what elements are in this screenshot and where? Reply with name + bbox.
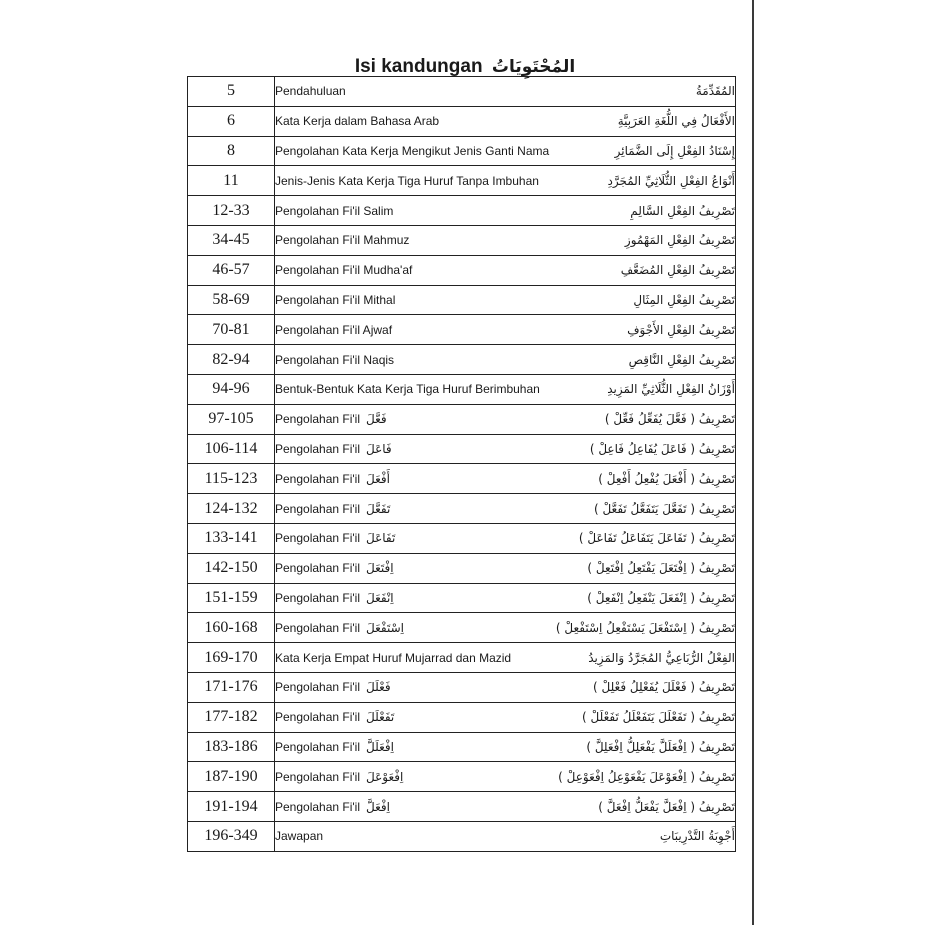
entry-verb-form: اِنْفَعَلَ: [366, 590, 394, 605]
entry-malay-text: Pengolahan Fi'il: [275, 561, 361, 576]
table-row: [188, 464, 736, 494]
table-row: [188, 77, 736, 107]
entry-malay-text: Pengolahan Fi'il: [275, 501, 361, 516]
table-row: [188, 762, 736, 792]
entry-malay-text: Pengolahan Fi'il Mithal: [275, 292, 396, 307]
entry-malay-text: Pengolahan Fi'il Mahmuz: [275, 233, 410, 248]
page-number: 106-114: [188, 434, 275, 464]
entry-verb-form: فَعَّلَ: [366, 412, 387, 427]
entry-malay: [275, 293, 395, 307]
table-row: [188, 196, 736, 226]
entry-malay-text: Pengolahan Fi'il: [275, 620, 361, 635]
page-number: 196-349: [188, 821, 275, 851]
entry-malay: [275, 531, 395, 545]
entry-malay: [275, 144, 549, 158]
entry-cell: [275, 464, 736, 494]
entry-malay-text: Kata Kerja Empat Huruf Mujarrad dan Mazid: [275, 650, 512, 665]
entry-malay-text: Pengolahan Fi'il Ajwaf: [275, 322, 393, 337]
page-number: 115-123: [188, 464, 275, 494]
entry-content: [275, 144, 735, 158]
table-row: [188, 285, 736, 315]
table-row: [188, 553, 736, 583]
page-number: 97-105: [188, 404, 275, 434]
title-malay: Isi kandungan: [354, 56, 483, 77]
entry-malay-text: Bentuk-Bentuk Kata Kerja Tiga Huruf Berimbuhan: [275, 382, 540, 397]
entry-verb-form: اِفْتَعَلَ: [366, 561, 394, 576]
entry-content: [275, 502, 735, 516]
entry-malay: [275, 114, 439, 128]
page-number: 11: [188, 166, 275, 196]
entry-malay-text: Pengolahan Fi'il: [275, 680, 361, 695]
page-number: 169-170: [188, 643, 275, 673]
table-of-contents: [187, 76, 736, 852]
page-number: 58-69: [188, 285, 275, 315]
entry-arabic: تَصْرِيفُ ( فَعْلَلَ يُفَعْلِلُ فَعْلِلْ ): [593, 680, 735, 695]
entry-cell: [275, 553, 736, 583]
entry-malay-text: Pendahuluan: [275, 84, 346, 99]
page-title: [300, 56, 630, 78]
entry-cell: [275, 225, 736, 255]
page-number: 34-45: [188, 225, 275, 255]
entry-malay: [275, 770, 403, 784]
entry-malay: [275, 382, 540, 396]
entry-content: [275, 323, 735, 337]
table-row: [188, 166, 736, 196]
entry-content: [275, 412, 735, 426]
entry-cell: [275, 374, 736, 404]
entry-malay-text: Kata Kerja dalam Bahasa Arab: [275, 114, 440, 129]
entry-cell: [275, 77, 736, 107]
page-number: 160-168: [188, 613, 275, 643]
page-number: 5: [188, 77, 275, 107]
page-number: 171-176: [188, 672, 275, 702]
entry-arabic: تَصْرِيفُ ( اِفْعَوْعَلَ يَفْعَوْعِلُ اِفْعَوْعِلْ ): [558, 769, 735, 784]
entry-verb-form: اِسْتَفْعَلَ: [366, 620, 404, 635]
entry-content: [275, 174, 735, 188]
entry-arabic: الفِعْلُ الرُّبَاعِيُّ المُجَرَّدُ وَالمَزِيدُ: [588, 650, 735, 665]
entry-malay: [275, 233, 409, 247]
entry-content: [275, 710, 735, 724]
entry-content: [275, 233, 735, 247]
table-row: [188, 672, 736, 702]
toc-body: [188, 77, 736, 852]
page-number: 183-186: [188, 732, 275, 762]
entry-arabic: أَجْوِبَةُ التَّدْرِيبَاتِ: [659, 829, 735, 844]
entry-arabic: إِسْنَادُ الفِعْلِ إِلَى الضَّمَائِرِ: [614, 143, 735, 158]
page-number: 8: [188, 136, 275, 166]
title-arabic: المُحْتَوِيَاتُ: [491, 57, 576, 77]
entry-verb-form: تَفَاعَلَ: [366, 531, 396, 546]
entry-malay: [275, 829, 323, 843]
entry-malay: [275, 442, 392, 456]
entry-cell: [275, 106, 736, 136]
entry-cell: [275, 613, 736, 643]
entry-cell: [275, 494, 736, 524]
entry-content: [275, 114, 735, 128]
table-row: [188, 702, 736, 732]
entry-content: [275, 621, 735, 635]
entry-malay-text: Pengolahan Fi'il: [275, 590, 361, 605]
entry-malay-text: Pengolahan Fi'il: [275, 471, 361, 486]
page-number: 124-132: [188, 494, 275, 524]
entry-content: [275, 84, 735, 98]
entry-arabic: أَوْزَانُ الفِعْلِ الثُّلَاثِيِّ المَزِيدِ: [607, 382, 735, 397]
entry-malay-text: Pengolahan Kata Kerja Mengikut Jenis Ganti Nama: [275, 143, 550, 158]
entry-arabic: تَصْرِيفُ ( اِسْتَفْعَلَ يَسْتَفْعِلُ اِسْتَفْعِلْ ): [555, 620, 735, 635]
entry-content: [275, 680, 735, 694]
page-number: 82-94: [188, 345, 275, 375]
entry-content: [275, 740, 735, 754]
entry-malay-text: Pengolahan Fi'il: [275, 531, 361, 546]
page-number: 46-57: [188, 255, 275, 285]
entry-verb-form: فَعْلَلَ: [366, 680, 391, 695]
page-number: 12-33: [188, 196, 275, 226]
entry-verb-form: اِفْعَوْعَلَ: [366, 769, 404, 784]
table-row: [188, 434, 736, 464]
table-row: [188, 583, 736, 613]
entry-malay-text: Pengolahan Fi'il: [275, 799, 361, 814]
page-number: 6: [188, 106, 275, 136]
entry-malay-text: Pengolahan Fi'il Mudha'af: [275, 263, 413, 278]
table-row: [188, 643, 736, 673]
entry-cell: [275, 792, 736, 822]
entry-malay-text: Pengolahan Fi'il: [275, 412, 361, 427]
entry-malay-text: Pengolahan Fi'il: [275, 739, 361, 754]
entry-cell: [275, 166, 736, 196]
entry-malay-text: Jawapan: [275, 829, 324, 844]
page-number: 133-141: [188, 523, 275, 553]
entry-malay-text: Pengolahan Fi'il: [275, 769, 361, 784]
table-row: [188, 732, 736, 762]
entry-content: [275, 442, 735, 456]
entry-content: [275, 770, 735, 784]
table-row: [188, 404, 736, 434]
table-row: [188, 523, 736, 553]
entry-malay: [275, 502, 390, 516]
table-row: [188, 613, 736, 643]
entry-arabic: تَصْرِيفُ ( اِنْفَعَلَ يَنْفَعِلُ اِنْفَعِلْ ): [587, 590, 735, 605]
entry-malay: [275, 710, 394, 724]
entry-cell: [275, 702, 736, 732]
page-number: 191-194: [188, 792, 275, 822]
entry-malay: [275, 412, 387, 426]
table-row: [188, 315, 736, 345]
entry-arabic: تَصْرِيفُ ( اِفْتَعَلَ يَفْتَعِلُ اِفْتَعِلْ ): [587, 561, 735, 576]
entry-arabic: تَصْرِيفُ ( تَفَاعَلَ يَتَفَاعَلُ تَفَاعَلْ ): [578, 531, 735, 546]
entry-content: [275, 800, 735, 814]
entry-malay: [275, 800, 390, 814]
entry-cell: [275, 821, 736, 851]
entry-arabic: أَنْوَاعُ الفِعْلِ الثُّلَاثِيِّ المُجَرَّدِ: [607, 173, 735, 188]
entry-cell: [275, 732, 736, 762]
entry-content: [275, 472, 735, 486]
entry-arabic: تَصْرِيفُ ( فَعَّلَ يُفَعِّلُ فَعِّلْ ): [604, 412, 735, 427]
entry-cell: [275, 672, 736, 702]
entry-malay: [275, 323, 392, 337]
entry-verb-form: اِفْعَلَلَّ: [366, 739, 394, 754]
entry-arabic: تَصْرِيفُ الفِعْلِ المُضَعَّفِ: [620, 263, 735, 278]
entry-content: [275, 651, 735, 665]
entry-content: [275, 263, 735, 277]
entry-cell: [275, 136, 736, 166]
entry-content: [275, 293, 735, 307]
entry-cell: [275, 583, 736, 613]
entry-malay: [275, 472, 390, 486]
entry-content: [275, 829, 735, 843]
entry-malay: [275, 263, 412, 277]
page-number: 151-159: [188, 583, 275, 613]
entry-arabic: تَصْرِيفُ الفِعْلِ الأَجْوَفِ: [627, 322, 735, 337]
entry-malay-text: Pengolahan Fi'il Salim: [275, 203, 394, 218]
entry-malay: [275, 174, 539, 188]
entry-content: [275, 531, 735, 545]
entry-malay: [275, 204, 393, 218]
page-number: 70-81: [188, 315, 275, 345]
entry-arabic: تَصْرِيفُ ( تَفَعَّلَ يَتَفَعَّلُ تَفَعَّلْ ): [593, 501, 735, 516]
entry-malay-text: Pengolahan Fi'il: [275, 710, 361, 725]
entry-malay-text: Pengolahan Fi'il: [275, 441, 361, 456]
entry-cell: [275, 345, 736, 375]
entry-arabic: تَصْرِيفُ الفِعْلِ السَّالِمِ: [630, 203, 735, 218]
entry-malay: [275, 740, 394, 754]
table-row: [188, 494, 736, 524]
entry-arabic: تَصْرِيفُ الفِعْلِ النَّاقِصِ: [628, 352, 735, 367]
entry-arabic: المُقَدِّمَةُ: [695, 84, 735, 99]
entry-verb-form: أَفْعَلَ: [366, 471, 390, 486]
entry-content: [275, 204, 735, 218]
entry-cell: [275, 315, 736, 345]
table-row: [188, 345, 736, 375]
entry-arabic: تَصْرِيفُ ( اِفْعَلَلَّ يَفْعَلِلُّ اِفْعَلِلَّ ): [586, 739, 735, 754]
entry-verb-form: اِفْعَلَّ: [366, 799, 390, 814]
entry-cell: [275, 404, 736, 434]
entry-content: [275, 353, 735, 367]
entry-malay-text: Pengolahan Fi'il Naqis: [275, 352, 395, 367]
table-row: [188, 821, 736, 851]
entry-cell: [275, 255, 736, 285]
table-row: [188, 106, 736, 136]
page-number: 187-190: [188, 762, 275, 792]
entry-malay: [275, 621, 404, 635]
entry-arabic: تَصْرِيفُ ( تَفَعْلَلَ يَتَفَعْلَلُ تَفَعْلَلْ ): [582, 710, 735, 725]
table-row: [188, 792, 736, 822]
entry-arabic: تَصْرِيفُ الفِعْلِ المِثَالِ: [633, 292, 735, 307]
entry-cell: [275, 523, 736, 553]
entry-verb-form: تَفَعَّلَ: [366, 501, 391, 516]
entry-cell: [275, 643, 736, 673]
entry-arabic: الأَفْعَالُ فِي اللُّغَةِ العَرَبِيَّةِ: [617, 114, 735, 129]
entry-cell: [275, 762, 736, 792]
entry-cell: [275, 285, 736, 315]
page-number: 94-96: [188, 374, 275, 404]
table-row: [188, 255, 736, 285]
entry-arabic: تَصْرِيفُ الفِعْلِ المَهْمُوزِ: [624, 233, 735, 248]
entry-arabic: تَصْرِيفُ ( أَفْعَلَ يُفْعِلُ أَفْعِلْ ): [598, 471, 735, 486]
entry-content: [275, 561, 735, 575]
entry-malay: [275, 84, 346, 98]
page-edge-line: [752, 0, 754, 925]
table-row: [188, 225, 736, 255]
entry-content: [275, 591, 735, 605]
entry-malay: [275, 651, 511, 665]
entry-cell: [275, 434, 736, 464]
entry-content: [275, 382, 735, 396]
entry-malay-text: Jenis-Jenis Kata Kerja Tiga Huruf Tanpa Imbuhan: [275, 173, 539, 188]
entry-cell: [275, 196, 736, 226]
entry-arabic: تَصْرِيفُ ( اِفْعَلَّ يَفْعَلُّ اِفْعَلَّ ): [598, 799, 735, 814]
entry-verb-form: فَاعَلَ: [366, 441, 392, 456]
table-row: [188, 136, 736, 166]
entry-verb-form: تَفَعْلَلَ: [366, 710, 395, 725]
entry-malay: [275, 680, 391, 694]
entry-arabic: تَصْرِيفُ ( فَاعَلَ يُفَاعِلُ فَاعِلْ ): [589, 441, 735, 456]
entry-malay: [275, 353, 394, 367]
entry-malay: [275, 561, 394, 575]
page-number: 177-182: [188, 702, 275, 732]
table-row: [188, 374, 736, 404]
page-number: 142-150: [188, 553, 275, 583]
entry-malay: [275, 591, 394, 605]
